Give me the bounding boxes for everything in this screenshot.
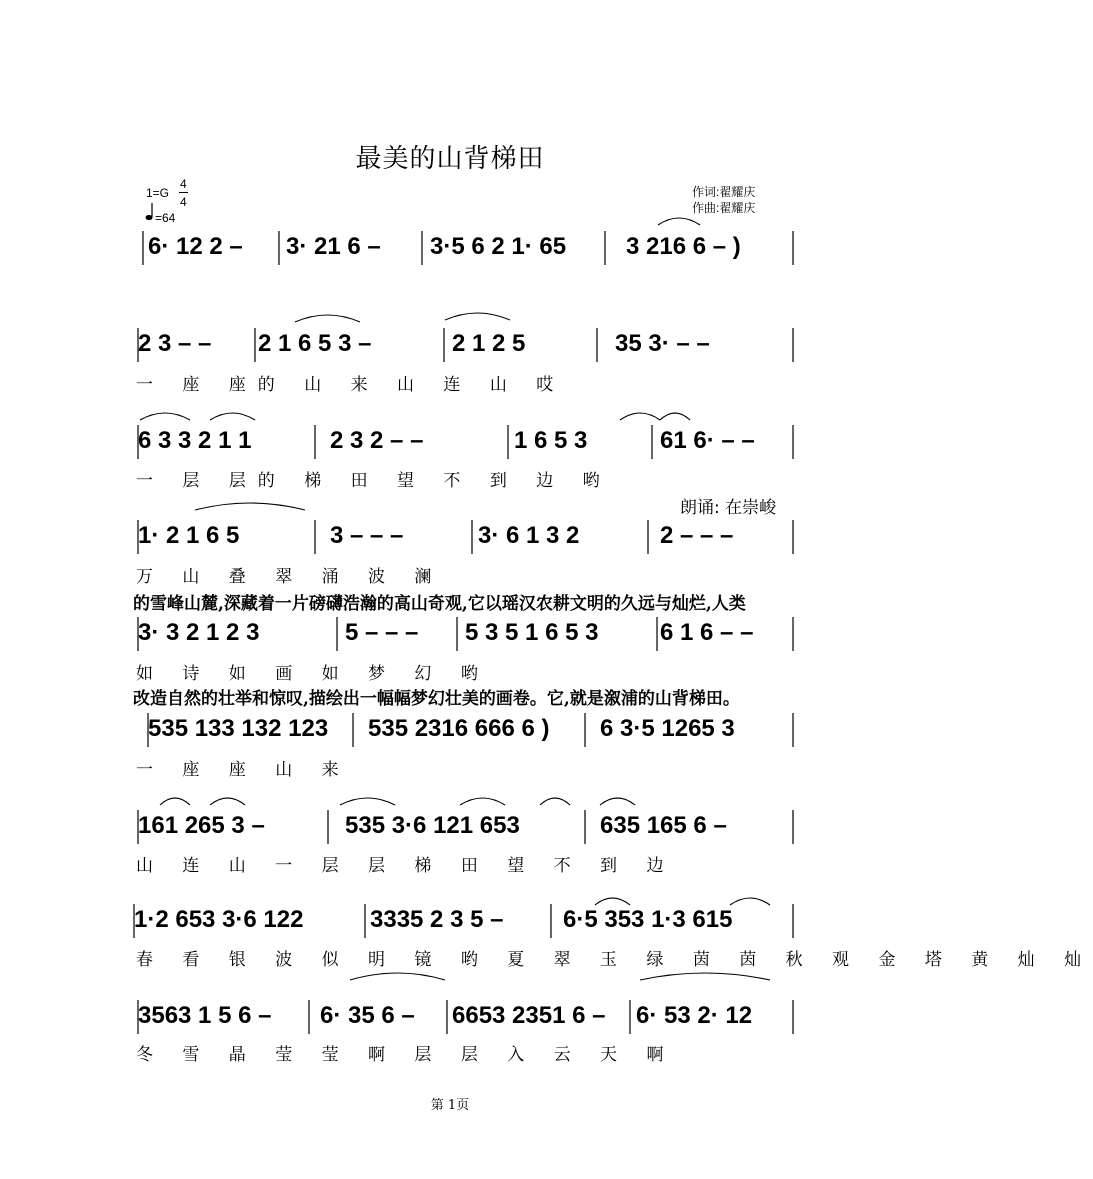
measure-5-1: 3· 3 2 1 2 3 bbox=[138, 619, 260, 646]
slur-mark bbox=[160, 798, 190, 805]
measure-4-4: 2 – – – bbox=[660, 522, 734, 549]
lyric-line-8: 春 看 银 波 似 明 镜 哟 夏 翠 玉 绿 茵 茵 秋 观 金 塔 黄 灿 灿 bbox=[136, 950, 1093, 970]
measure-9-3: 6653 2351 6 – bbox=[452, 1002, 606, 1029]
measure-3-3: 1 6 5 3 bbox=[514, 427, 588, 454]
page-title: 最美的山背梯田 bbox=[355, 144, 545, 174]
page-number: 第 1页 bbox=[430, 1098, 470, 1113]
slur-mark bbox=[210, 413, 255, 420]
measure-1-3: 3·5 6 2 1· 65 bbox=[430, 233, 567, 260]
measure-9-2: 6· 35 6 – bbox=[320, 1002, 415, 1029]
measure-2-4: 35 3· – – bbox=[615, 330, 710, 357]
measure-6-3: 6 3·5 1265 3 bbox=[600, 715, 735, 742]
slur-mark bbox=[460, 798, 505, 805]
slur-mark bbox=[660, 413, 690, 420]
measure-6-1: 535 133 132 123 bbox=[148, 715, 329, 742]
measure-7-1: 161 265 3 – bbox=[138, 812, 265, 839]
reciter-credit: 朗诵: 在崇峻 bbox=[680, 498, 777, 518]
measure-8-2: 3335 2 3 5 – bbox=[370, 906, 504, 933]
measure-6-2: 535 2316 666 6 ) bbox=[368, 715, 550, 742]
slur-mark bbox=[350, 973, 445, 980]
measure-4-1: 1· 2 1 6 5 bbox=[138, 522, 240, 549]
measure-2-2: 2 1 6 5 3 – bbox=[258, 330, 372, 357]
tempo-mark: =64 bbox=[155, 211, 176, 225]
measure-1-2: 3· 21 6 – bbox=[286, 233, 381, 260]
composer-credit: 作曲:翟耀庆 bbox=[692, 201, 756, 215]
slur-mark bbox=[140, 413, 190, 420]
measure-3-4: 61 6· – – bbox=[660, 427, 755, 454]
slur-mark bbox=[445, 313, 510, 320]
measure-9-4: 6· 53 2· 12 bbox=[636, 1002, 753, 1029]
measure-8-3: 6·5 353 1·3 615 bbox=[563, 906, 733, 933]
lyric-line-5: 如 诗 如 画 如 梦 幻 哟 bbox=[136, 664, 490, 684]
lyric-line-6: 一 座 座 山 来 bbox=[136, 760, 351, 780]
slur-mark bbox=[340, 798, 395, 805]
lyricist-credit: 作词:翟耀庆 bbox=[692, 185, 756, 199]
lyric-line-3: 一 层 层的 梯 田 望 不 到 边 哟 bbox=[136, 471, 612, 491]
time-sig-bottom: 4 bbox=[180, 195, 187, 209]
slur-mark bbox=[620, 413, 660, 420]
lyric-line-4: 万 山 叠 翠 涌 波 澜 bbox=[136, 567, 444, 587]
measure-7-2: 535 3·6 121 653 bbox=[345, 812, 520, 839]
slur-mark bbox=[540, 798, 570, 805]
lyric-line-7: 山 连 山 一 层 层 梯 田 望 不 到 边 bbox=[136, 856, 676, 876]
measure-5-4: 6 1 6 – – bbox=[660, 619, 754, 646]
slur-mark bbox=[600, 798, 635, 805]
slur-mark bbox=[730, 898, 770, 905]
recitation-line-1: 的雪峰山麓,深藏着一片磅礴浩瀚的高山奇观,它以瑶汉农耕文明的久远与灿烂,人类 bbox=[133, 594, 746, 614]
lyric-line-2: 一 座 座的 山 来 山 连 山 哎 bbox=[136, 375, 566, 395]
measure-2-1: 2 3 – – bbox=[138, 330, 212, 357]
slur-mark bbox=[210, 798, 245, 805]
slur-mark bbox=[295, 315, 360, 322]
recitation-line-2: 改造自然的壮举和惊叹,描绘出一幅幅梦幻壮美的画卷。它,就是溆浦的山背梯田。 bbox=[133, 689, 740, 709]
lyric-line-9: 冬 雪 晶 莹 莹 啊 层 层 入 云 天 啊 bbox=[136, 1045, 676, 1065]
measure-2-3: 2 1 2 5 bbox=[452, 330, 526, 357]
measure-5-2: 5 – – – bbox=[345, 619, 419, 646]
measure-1-4: 3 216 6 – ) bbox=[626, 233, 741, 260]
measure-3-2: 2 3 2 – – bbox=[330, 427, 424, 454]
measure-1-1: 6· 12 2 – bbox=[148, 233, 243, 260]
measure-7-3: 635 165 6 – bbox=[600, 812, 727, 839]
measure-8-1: 1·2 653 3·6 122 bbox=[134, 906, 304, 933]
measure-4-2: 3 – – – bbox=[330, 522, 404, 549]
slur-mark bbox=[640, 973, 770, 980]
slur-mark bbox=[195, 503, 305, 510]
measure-5-3: 5 3 5 1 6 5 3 bbox=[465, 619, 599, 646]
slur-mark bbox=[595, 898, 630, 905]
measure-9-1: 3563 1 5 6 – bbox=[138, 1002, 272, 1029]
slur-mark bbox=[658, 218, 700, 225]
measure-3-1: 6 3 3 2 1 1 bbox=[138, 427, 252, 454]
measure-4-3: 3· 6 1 3 2 bbox=[478, 522, 580, 549]
time-sig-top: 4 bbox=[180, 177, 187, 191]
key-signature: 1=G bbox=[146, 186, 170, 200]
